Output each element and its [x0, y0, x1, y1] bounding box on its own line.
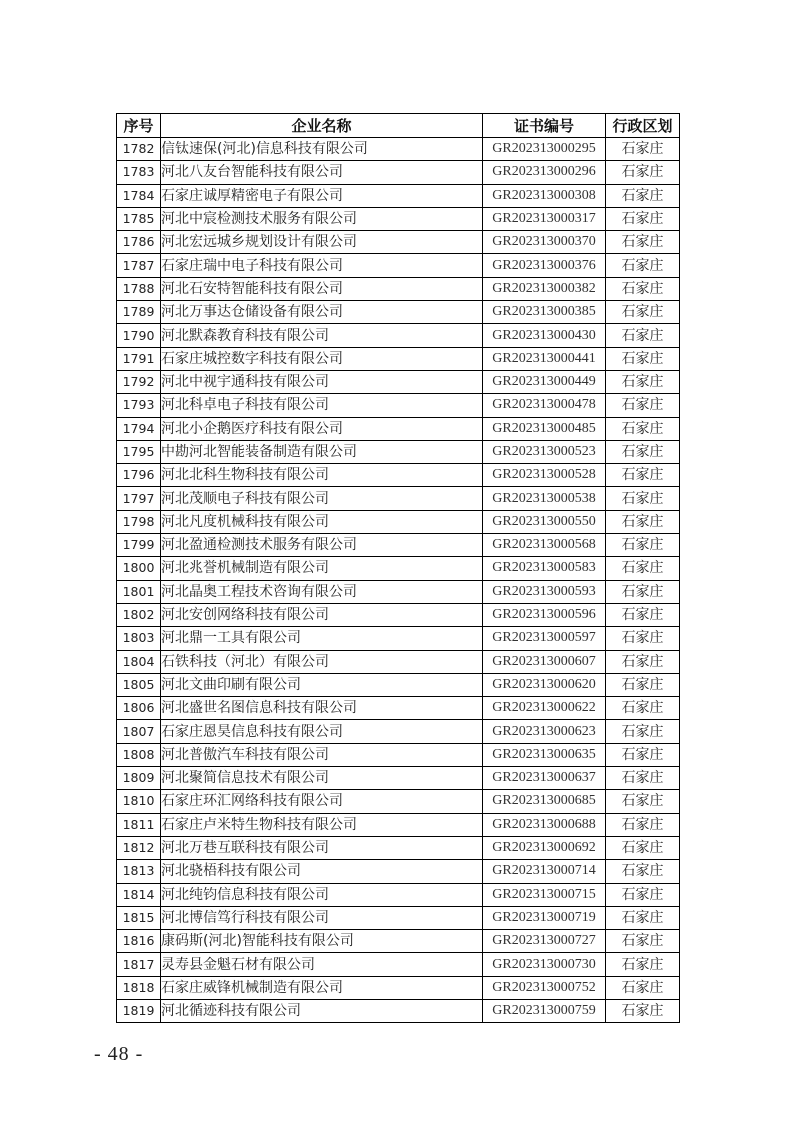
table-row: [117, 347, 680, 370]
page-number: - 48 -: [94, 1043, 144, 1065]
header-region: 行政区划: [606, 114, 680, 138]
region-cell: 石家庄: [606, 697, 680, 720]
row-index: 1799: [117, 534, 161, 557]
company-name-cell: 河北石安特智能科技有限公司: [161, 277, 483, 300]
region-cell: 石家庄: [606, 720, 680, 743]
table-row: [117, 557, 680, 580]
region-cell: 石家庄: [606, 557, 680, 580]
table-row: [117, 277, 680, 300]
company-name-cell: 河北晶奥工程技术咨询有限公司: [161, 580, 483, 603]
certificate-no-cell: GR202313000478: [483, 394, 606, 417]
certificate-no-cell: GR202313000449: [483, 370, 606, 393]
table-row: [117, 720, 680, 743]
row-index: 1783: [117, 161, 161, 184]
company-name-cell: 石家庄瑞中电子科技有限公司: [161, 254, 483, 277]
row-index: 1805: [117, 673, 161, 696]
table-row: [117, 138, 680, 161]
region-cell: 石家庄: [606, 883, 680, 906]
row-index: 1813: [117, 860, 161, 883]
company-name-cell: 河北文曲印刷有限公司: [161, 673, 483, 696]
region-cell: 石家庄: [606, 370, 680, 393]
company-name-cell: 石铁科技（河北）有限公司: [161, 650, 483, 673]
table-row: [117, 394, 680, 417]
table-row: [117, 999, 680, 1022]
region-cell: 石家庄: [606, 184, 680, 207]
row-index: 1786: [117, 231, 161, 254]
region-cell: 石家庄: [606, 627, 680, 650]
region-cell: 石家庄: [606, 650, 680, 673]
table-row: [117, 650, 680, 673]
row-index: 1788: [117, 277, 161, 300]
region-cell: 石家庄: [606, 207, 680, 230]
company-name-cell: 灵寿县金魁石材有限公司: [161, 953, 483, 976]
company-name-cell: 河北默森教育科技有限公司: [161, 324, 483, 347]
region-cell: 石家庄: [606, 464, 680, 487]
row-index: 1795: [117, 440, 161, 463]
company-name-cell: 河北普傲汽车科技有限公司: [161, 743, 483, 766]
company-name-cell: 河北兆誉机械制造有限公司: [161, 557, 483, 580]
table-row: [117, 976, 680, 999]
row-index: 1814: [117, 883, 161, 906]
certificate-no-cell: GR202313000637: [483, 767, 606, 790]
row-index: 1819: [117, 999, 161, 1022]
table-row: [117, 301, 680, 324]
region-cell: 石家庄: [606, 767, 680, 790]
certificate-no-cell: GR202313000528: [483, 464, 606, 487]
company-name-cell: 河北万事达仓储设备有限公司: [161, 301, 483, 324]
row-index: 1803: [117, 627, 161, 650]
company-name-cell: 河北八友台智能科技有限公司: [161, 161, 483, 184]
company-name-cell: 石家庄环汇网络科技有限公司: [161, 790, 483, 813]
company-list-table: [116, 113, 680, 1023]
table-row: [117, 953, 680, 976]
table-row: [117, 930, 680, 953]
region-cell: 石家庄: [606, 440, 680, 463]
company-name-cell: 河北中宸检测技术服务有限公司: [161, 207, 483, 230]
table-row: [117, 673, 680, 696]
company-name-cell: 河北宏远城乡规划设计有限公司: [161, 231, 483, 254]
table-row: [117, 184, 680, 207]
table-row: [117, 603, 680, 626]
region-cell: 石家庄: [606, 301, 680, 324]
certificate-no-cell: GR202313000622: [483, 697, 606, 720]
table-row: [117, 510, 680, 533]
region-cell: 石家庄: [606, 906, 680, 929]
region-cell: 石家庄: [606, 953, 680, 976]
region-cell: 石家庄: [606, 813, 680, 836]
region-cell: 石家庄: [606, 580, 680, 603]
header-certificate-no: 证书编号: [483, 114, 606, 138]
row-index: 1801: [117, 580, 161, 603]
company-name-cell: 石家庄城控数字科技有限公司: [161, 347, 483, 370]
company-name-cell: 河北鼎一工具有限公司: [161, 627, 483, 650]
row-index: 1817: [117, 953, 161, 976]
company-name-cell: 河北中视宇通科技有限公司: [161, 370, 483, 393]
certificate-no-cell: GR202313000538: [483, 487, 606, 510]
certificate-no-cell: GR202313000759: [483, 999, 606, 1022]
row-index: 1791: [117, 347, 161, 370]
table-row: [117, 254, 680, 277]
company-name-cell: 石家庄卢米特生物科技有限公司: [161, 813, 483, 836]
company-name-cell: 河北博信笃行科技有限公司: [161, 906, 483, 929]
table-row: [117, 627, 680, 650]
table-row: [117, 464, 680, 487]
region-cell: 石家庄: [606, 487, 680, 510]
certificate-no-cell: GR202313000485: [483, 417, 606, 440]
table-row: [117, 767, 680, 790]
region-cell: 石家庄: [606, 347, 680, 370]
region-cell: 石家庄: [606, 417, 680, 440]
certificate-no-cell: GR202313000719: [483, 906, 606, 929]
table-row: [117, 534, 680, 557]
certificate-no-cell: GR202313000596: [483, 603, 606, 626]
certificate-no-cell: GR202313000620: [483, 673, 606, 696]
table-row: [117, 743, 680, 766]
certificate-no-cell: GR202313000295: [483, 138, 606, 161]
certificate-no-cell: GR202313000685: [483, 790, 606, 813]
header-index: 序号: [117, 114, 161, 138]
certificate-no-cell: GR202313000441: [483, 347, 606, 370]
company-name-cell: 河北纯钧信息科技有限公司: [161, 883, 483, 906]
certificate-no-cell: GR202313000583: [483, 557, 606, 580]
region-cell: 石家庄: [606, 673, 680, 696]
company-name-cell: 河北安创网络科技有限公司: [161, 603, 483, 626]
region-cell: 石家庄: [606, 860, 680, 883]
company-name-cell: 河北北科生物科技有限公司: [161, 464, 483, 487]
certificate-no-cell: GR202313000550: [483, 510, 606, 533]
row-index: 1785: [117, 207, 161, 230]
table-row: [117, 906, 680, 929]
row-index: 1810: [117, 790, 161, 813]
table-row: [117, 697, 680, 720]
region-cell: 石家庄: [606, 510, 680, 533]
row-index: 1790: [117, 324, 161, 347]
table-row: [117, 370, 680, 393]
row-index: 1808: [117, 743, 161, 766]
company-name-cell: 河北盛世名图信息科技有限公司: [161, 697, 483, 720]
certificate-no-cell: GR202313000727: [483, 930, 606, 953]
certificate-no-cell: GR202313000623: [483, 720, 606, 743]
table-body: [117, 138, 680, 1023]
row-index: 1798: [117, 510, 161, 533]
company-name-cell: 河北骁梧科技有限公司: [161, 860, 483, 883]
region-cell: 石家庄: [606, 324, 680, 347]
company-name-cell: 石家庄威锋机械制造有限公司: [161, 976, 483, 999]
row-index: 1796: [117, 464, 161, 487]
table-row: [117, 324, 680, 347]
row-index: 1811: [117, 813, 161, 836]
table-row: [117, 161, 680, 184]
table-header-row: [117, 114, 680, 138]
row-index: 1787: [117, 254, 161, 277]
region-cell: 石家庄: [606, 976, 680, 999]
row-index: 1802: [117, 603, 161, 626]
certificate-no-cell: GR202313000607: [483, 650, 606, 673]
region-cell: 石家庄: [606, 254, 680, 277]
region-cell: 石家庄: [606, 161, 680, 184]
row-index: 1789: [117, 301, 161, 324]
row-index: 1792: [117, 370, 161, 393]
region-cell: 石家庄: [606, 836, 680, 859]
region-cell: 石家庄: [606, 743, 680, 766]
certificate-no-cell: GR202313000597: [483, 627, 606, 650]
certificate-no-cell: GR202313000430: [483, 324, 606, 347]
certificate-no-cell: GR202313000296: [483, 161, 606, 184]
row-index: 1815: [117, 906, 161, 929]
company-name-cell: 中勘河北智能装备制造有限公司: [161, 440, 483, 463]
region-cell: 石家庄: [606, 790, 680, 813]
certificate-no-cell: GR202313000385: [483, 301, 606, 324]
table-row: [117, 231, 680, 254]
company-name-cell: 河北循迹科技有限公司: [161, 999, 483, 1022]
certificate-no-cell: GR202313000317: [483, 207, 606, 230]
company-name-cell: 河北小企鹅医疗科技有限公司: [161, 417, 483, 440]
region-cell: 石家庄: [606, 603, 680, 626]
company-name-cell: 信钛速保(河北)信息科技有限公司: [161, 138, 483, 161]
company-name-cell: 河北聚简信息技术有限公司: [161, 767, 483, 790]
row-index: 1784: [117, 184, 161, 207]
region-cell: 石家庄: [606, 534, 680, 557]
row-index: 1818: [117, 976, 161, 999]
company-name-cell: 河北盈通检测技术服务有限公司: [161, 534, 483, 557]
row-index: 1816: [117, 930, 161, 953]
table-row: [117, 790, 680, 813]
certificate-no-cell: GR202313000714: [483, 860, 606, 883]
table-row: [117, 487, 680, 510]
row-index: 1812: [117, 836, 161, 859]
company-name-cell: 石家庄诚厚精密电子有限公司: [161, 184, 483, 207]
table-row: [117, 417, 680, 440]
certificate-no-cell: GR202313000752: [483, 976, 606, 999]
header-company-name: 企业名称: [161, 114, 483, 138]
company-name-cell: 石家庄恩昊信息科技有限公司: [161, 720, 483, 743]
table-row: [117, 580, 680, 603]
region-cell: 石家庄: [606, 999, 680, 1022]
row-index: 1793: [117, 394, 161, 417]
row-index: 1806: [117, 697, 161, 720]
row-index: 1800: [117, 557, 161, 580]
row-index: 1794: [117, 417, 161, 440]
table-row: [117, 813, 680, 836]
region-cell: 石家庄: [606, 231, 680, 254]
company-name-cell: 河北凡度机械科技有限公司: [161, 510, 483, 533]
certificate-no-cell: GR202313000688: [483, 813, 606, 836]
certificate-no-cell: GR202313000635: [483, 743, 606, 766]
table-row: [117, 440, 680, 463]
company-name-cell: 河北科卓电子科技有限公司: [161, 394, 483, 417]
table-row: [117, 883, 680, 906]
row-index: 1809: [117, 767, 161, 790]
region-cell: 石家庄: [606, 930, 680, 953]
table-row: [117, 207, 680, 230]
company-name-cell: 河北万巷互联科技有限公司: [161, 836, 483, 859]
certificate-no-cell: GR202313000568: [483, 534, 606, 557]
certificate-no-cell: GR202313000715: [483, 883, 606, 906]
region-cell: 石家庄: [606, 138, 680, 161]
certificate-no-cell: GR202313000382: [483, 277, 606, 300]
row-index: 1797: [117, 487, 161, 510]
certificate-no-cell: GR202313000593: [483, 580, 606, 603]
certificate-no-cell: GR202313000523: [483, 440, 606, 463]
certificate-no-cell: GR202313000370: [483, 231, 606, 254]
certificate-no-cell: GR202313000692: [483, 836, 606, 859]
certificate-no-cell: GR202313000376: [483, 254, 606, 277]
row-index: 1804: [117, 650, 161, 673]
row-index: 1782: [117, 138, 161, 161]
region-cell: 石家庄: [606, 394, 680, 417]
table-row: [117, 860, 680, 883]
row-index: 1807: [117, 720, 161, 743]
company-name-cell: 河北茂顺电子科技有限公司: [161, 487, 483, 510]
certificate-no-cell: GR202313000308: [483, 184, 606, 207]
table-row: [117, 836, 680, 859]
company-name-cell: 康码斯(河北)智能科技有限公司: [161, 930, 483, 953]
certificate-no-cell: GR202313000730: [483, 953, 606, 976]
region-cell: 石家庄: [606, 277, 680, 300]
